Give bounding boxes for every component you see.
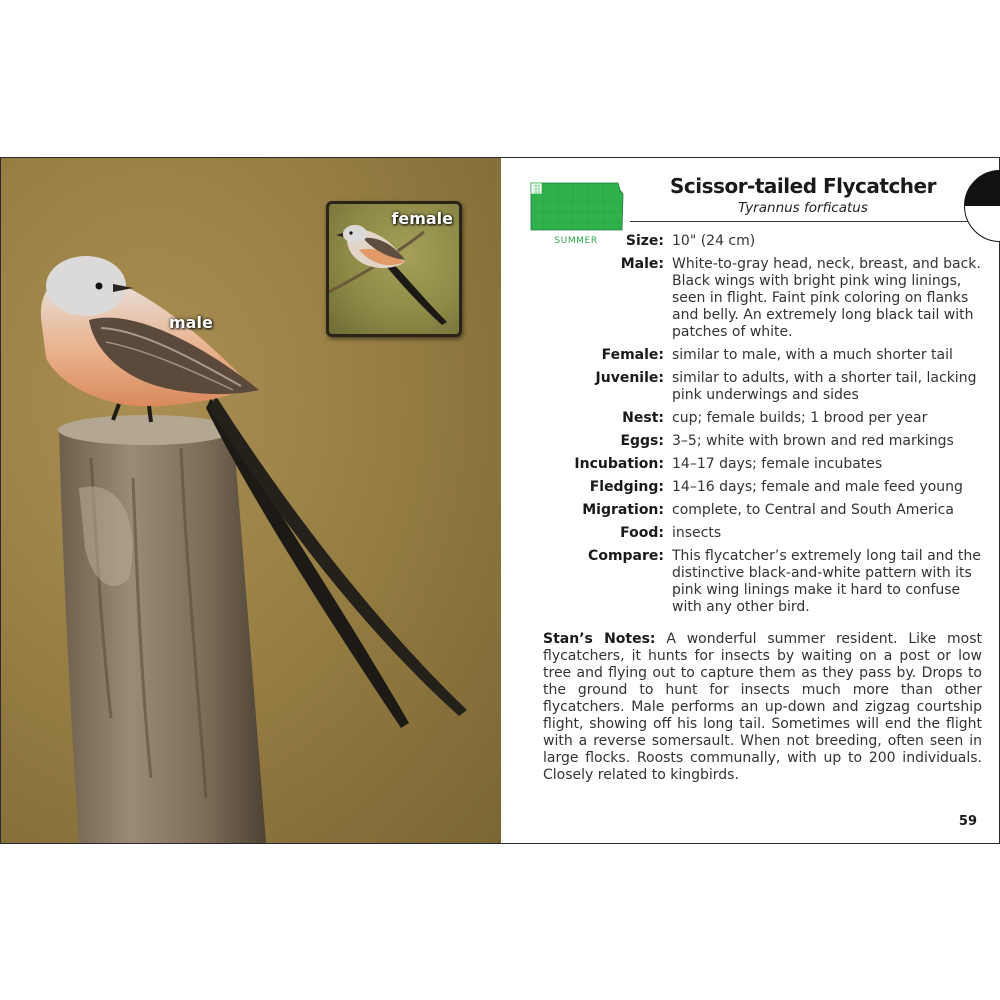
fact-value: 10" (24 cm) — [672, 233, 756, 249]
fact-label: Incubation: — [574, 456, 664, 472]
fact-row — [502, 347, 992, 364]
fact-label: Female: — [601, 347, 664, 363]
species-common-name: Scissor-tailed Flycatcher — [670, 174, 936, 198]
fact-row — [502, 433, 992, 450]
fact-label: Migration: — [582, 502, 664, 518]
facts-list — [502, 233, 992, 622]
species-scientific-name: Tyrannus forficatus — [738, 200, 868, 216]
wooden-post — [59, 422, 266, 843]
fact-label: Male: — [620, 256, 664, 272]
fact-row — [502, 525, 992, 542]
page-number: 59 — [958, 814, 977, 829]
fact-value: 14–16 days; female and male feed young — [672, 479, 963, 495]
female-inset-photo — [326, 201, 462, 337]
fact-value: 3–5; white with brown and red markings — [672, 433, 954, 449]
season-label: SUMMER — [554, 236, 598, 246]
fact-row — [502, 256, 992, 341]
fact-label: Eggs: — [620, 433, 664, 449]
post-top — [58, 415, 234, 445]
fact-value: complete, to Central and South America — [672, 502, 954, 518]
stans-notes — [543, 631, 982, 784]
fact-row — [502, 479, 992, 496]
title-divider — [630, 221, 1000, 222]
fact-label: Juvenile: — [595, 370, 664, 386]
fact-label: Size: — [625, 233, 664, 249]
fact-row — [502, 548, 992, 616]
fact-row — [502, 370, 992, 404]
notes-label: Stan’s Notes: — [543, 631, 656, 647]
fact-value: This flycatcher’s extremely long tail and the distinctive black-and-white pattern with its pink wing linings make it hard to confuse with any other bird. — [672, 548, 981, 615]
fact-value: similar to adults, with a shorter tail, lacking pink underwings and sides — [672, 370, 977, 403]
fact-label: Food: — [620, 525, 664, 541]
fact-label: Compare: — [588, 548, 664, 564]
notes-text: A wonderful summer resident. Like most flycatchers, it hunts for insects by waiting on a post or low tree and flying out to capture them as they pass by. Drops to the ground to hunt for insects much more than other flycatchers. Male performs an up-down and zigzag courtship flight, showing off his long tail. Sometimes will end the flight with a reverse somersault. When not breeding, often seen in large flocks. Roosts communally, with up to 200 individuals. Closely related to kingbirds. — [543, 631, 983, 783]
range-map — [528, 180, 624, 232]
book-spread — [0, 157, 1000, 844]
male-label: male — [169, 313, 213, 332]
fact-label: Fledging: — [589, 479, 664, 495]
photo-page — [1, 158, 501, 843]
fact-value: 14–17 days; female incubates — [672, 456, 883, 472]
fact-row — [502, 456, 992, 473]
female-label: female — [391, 209, 453, 228]
fact-value: insects — [672, 525, 722, 541]
fact-label: Nest: — [622, 410, 664, 426]
fact-value: White-to-gray head, neck, breast, and back. Black wings with bright pink wing linings, seen in flight. Faint pink coloring on flanks and belly. An extremely long black tail with patches of white. — [672, 256, 981, 340]
fact-row — [502, 410, 992, 427]
fact-value: similar to male, with a much shorter tail — [672, 347, 953, 363]
fact-row — [502, 502, 992, 519]
species-page — [502, 158, 999, 843]
fact-value: cup; female builds; 1 brood per year — [672, 410, 928, 426]
fact-row — [502, 233, 992, 250]
